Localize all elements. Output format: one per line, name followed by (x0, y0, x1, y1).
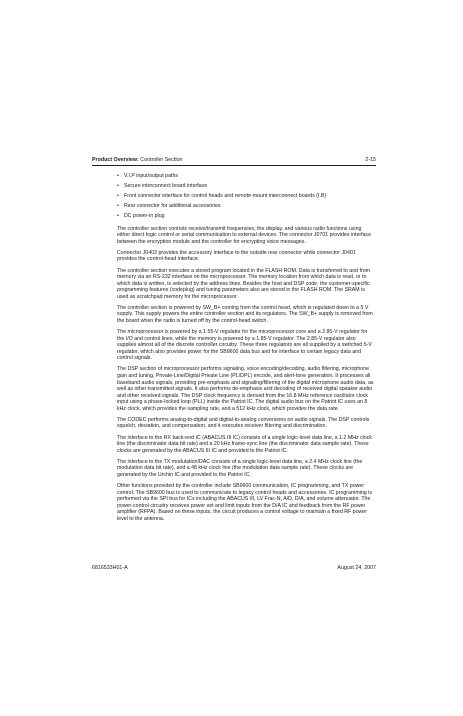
list-item (117, 211, 376, 221)
paragraph-other-functions: Other functions provided by the controller include SB9600 communication, IC programming, and TX power control. The SB9600 bus is used to communicate to legacy control heads and accessories. IC programming is performed via the SPI bus for ICs including the ABACUS III, LV Frac-N, A/D, D/A, and volume attenuator. The power-control circuitry receives power set and limit inputs from the D/A IC and feedback from the RF power amplifier (RFPA). Based on these inputs, the circuit produces a control voltage to maintain a fixed RF power level to the antenna. (117, 482, 372, 522)
section-title (92, 157, 182, 164)
page-number: 2-15 (365, 157, 376, 163)
publication-date: August 24, 2007 (337, 565, 376, 571)
bullet-list (117, 171, 376, 221)
list-item (117, 191, 376, 201)
list-item (117, 171, 376, 181)
bullet-icon: • (117, 183, 119, 189)
list-item (117, 201, 376, 211)
section-title-rest: Controller Section (138, 157, 183, 163)
paragraph-rx-interface: The interface to the RX back-end IC (ABACUS III IC) consists of a single logic-level data line, a 1.2 MHz clock line (the discriminator data bit rate) and a 20 kHz frame-sync line (the discriminator data sample rate). These clocks are generated by the ABACUS III IC and provided to the Patriot IC. (117, 434, 373, 454)
list-item-text: DC power-in plug (124, 213, 165, 219)
body-text (117, 171, 376, 527)
paragraph-codec: The CODEC performs analog-to-digital and digital-to-analog conversions on audio signals. The DSP controls squelch, deviation, and compensation, and it executes receiver filtering and discrimination. (117, 416, 370, 430)
bullet-icon: • (117, 213, 119, 219)
bullet-icon: • (117, 203, 119, 209)
list-item-text: V.I.P input/output paths (124, 173, 179, 179)
bullet-icon: • (117, 193, 119, 199)
list-item-text: Front connector interface for control heads and remote-mount interconnect boards (I.B) (124, 193, 327, 199)
paragraph-dsp: The DSP section of microprocessor performs signaling, voice encoding/decoding, audio filtering, microphone gain and tuning, Private-Line/Digital Private Line (PL/DPL) encode, and alert-tone generation. It processes all baseband audio signals, providing pre-emphasis and signaling/filtering of the digital microphone audio data, as well as other transmitted signals. It also performs de-emphasis and decoding of received digital speaker audio and other received signals. The DSP clock frequency is derived from the 16.8 MHz reference oscillator clock input using a phase-locked loop (PLL) inside the Patriot IC. The digital audio bus on the Patriot IC uses an 8 kHz clock, which provides the sampling rate, and a 512 kHz clock, which provides the data rate. (117, 366, 374, 412)
header-divider (92, 165, 376, 166)
paragraph-controller-overview: The controller section controls receive/transmit frequencies, the display, and various radio functions using either direct logic control or serial communication to external devices. The connector J0701 provides interface between the encryption module and the controller for encrypting voice messages. (117, 225, 372, 245)
paragraph-tx-interface: The interface to the TX modulation/DAC consists of a single logic-level data line, a 2.4 MHz clock line (the modulation data bit rate), and a 48 kHz clock line (the modulation data sample rate). These clocks are generated by the Urchin IC and provided to the Patriot IC. (117, 458, 363, 478)
document-number: 6816533H01-A (92, 565, 128, 571)
paragraph-flash-rom: The controller section executes a stored program located in the FLASH ROM. Data is transferred to and from memory via an RS-232 interface on the microprocessor. The memory location from which data is read, or to which data is written, is selected by the address lines. Besides the host and DSP code, the customer-specific programming features (codeplug) and tuning parameters also are stored in the FLASH ROM. The SRAM is used as scratchpad memory for the microprocessor. (117, 267, 370, 300)
list-item-text: Secure interconnect board interface (124, 183, 208, 189)
paragraph-connectors: Connector J0402 provides the accessory interface to the outside rear connector while connector J0401 provides the control-head interface. (117, 249, 356, 263)
list-item (117, 181, 376, 191)
list-item-text: Rear connector for additional accessories (124, 203, 221, 209)
bullet-icon: • (117, 173, 119, 179)
section-title-bold: Product Overview: (92, 157, 139, 163)
paragraph-power-supply: The controller section is powered by SW_B+ coming from the control head, which is regulated down to a 5 V supply. This supply powers the entire controller section and its regulators. The SW_B+ supply is removed from the board when the radio is turned off by the control-head switch. (117, 304, 373, 324)
paragraph-regulators: The microprocessor is powered by a 1.55-V regulator for the microprocessor core and a 2.85-V regulator for the I/O and control lines, while the memory is powered by a 1.85-V regulator. The 2.85-V regulator also supplies almost all of the discrete controller circuitry. These three regulators are all supplied by a switched 5-V regulator, which also provides power for the SB9600 data bus and for interface to certain legacy data and control signals. (117, 329, 372, 362)
page-footer (92, 565, 376, 574)
